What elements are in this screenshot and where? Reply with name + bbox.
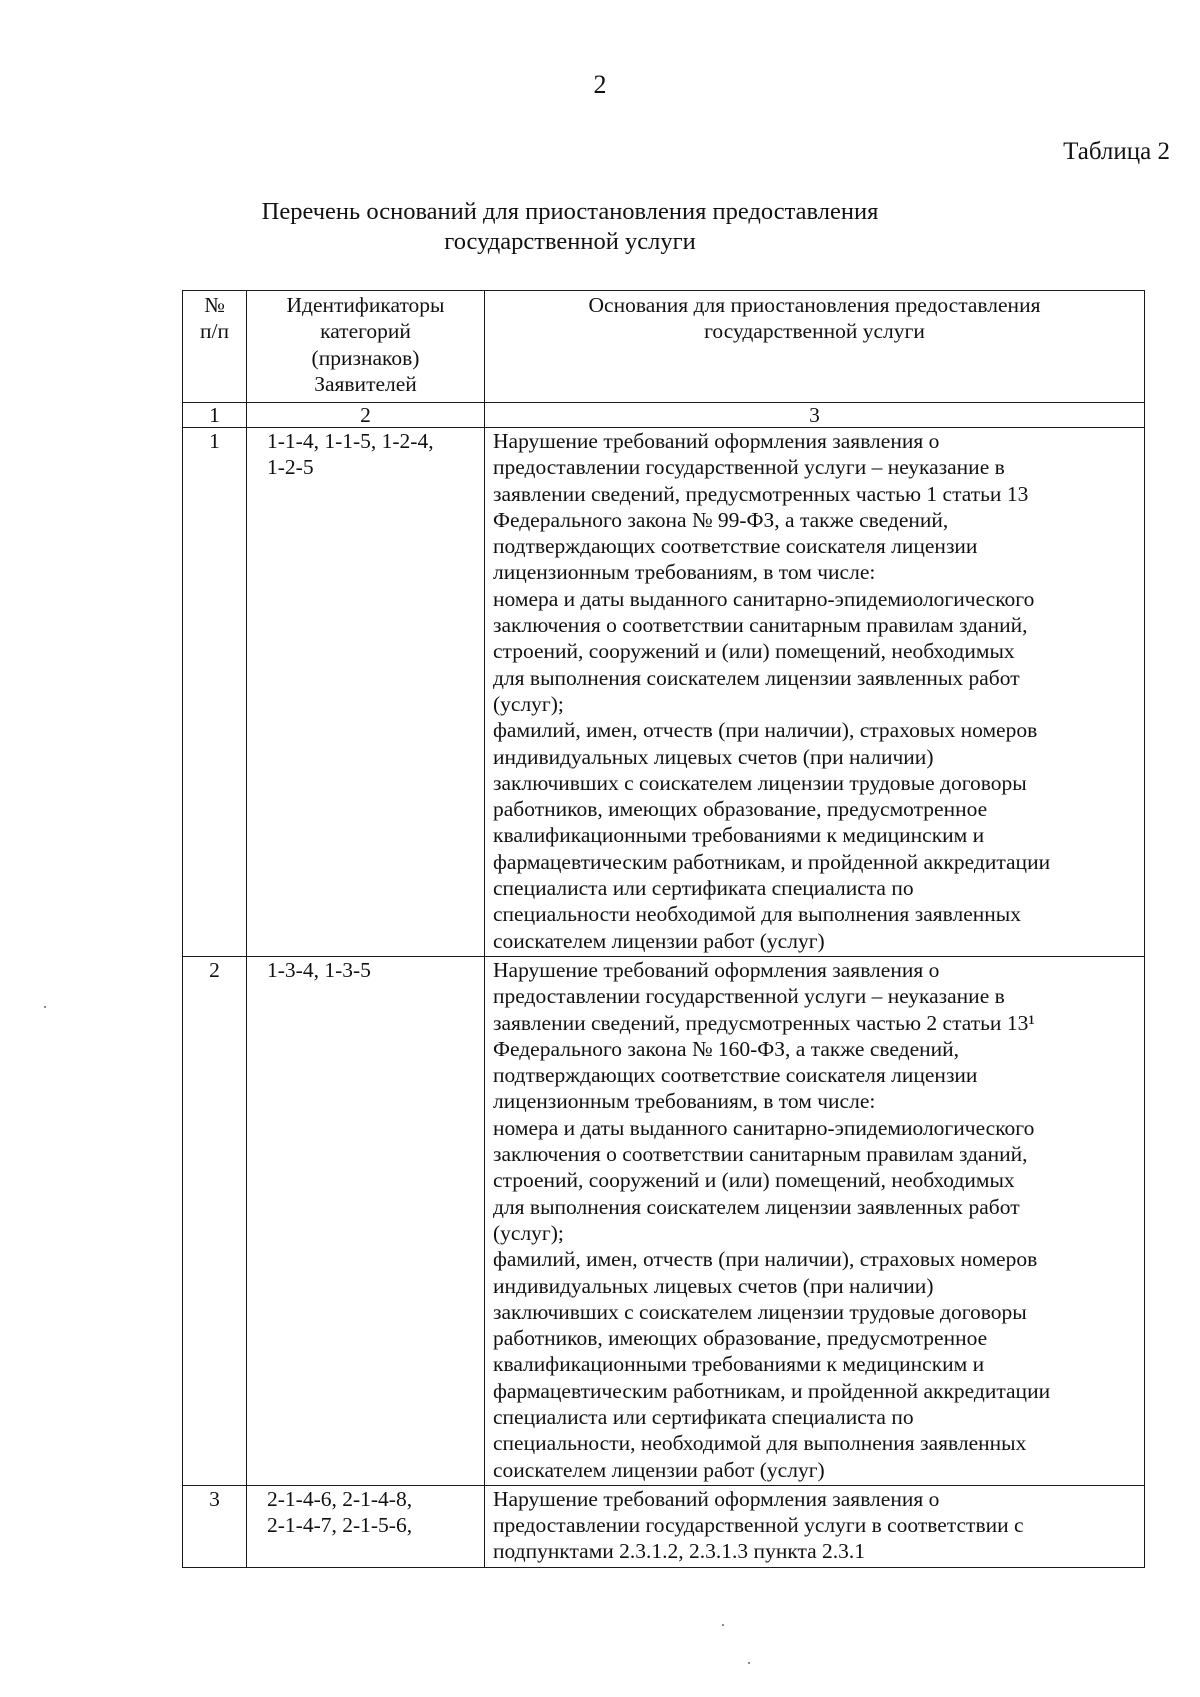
- text-line: №: [204, 293, 225, 317]
- text-line: подтверждающих соответствие соискателя лицензии: [493, 1063, 978, 1088]
- row-number: 2: [183, 956, 247, 1485]
- text-line: 1-1-4, 1-1-5, 1-2-4,: [267, 429, 434, 453]
- document-title: [200, 197, 940, 257]
- row-number: 3: [183, 1485, 247, 1567]
- text-line: заключивших с соискателем лицензии трудовые договоры: [493, 770, 1027, 795]
- text-line: строений, сооружений и (или) помещений, необходимых: [493, 1168, 1015, 1193]
- text-line: категорий: [320, 319, 411, 344]
- text-line: работников, имеющих образование, предусмотренное: [493, 1326, 988, 1351]
- title-line: Перечень оснований для приостановления предоставления: [261, 198, 879, 225]
- text-line: фамилий, имен, отчеств (при наличии), страховых номеров: [493, 718, 1038, 743]
- text-line: государственной услуги: [704, 319, 925, 344]
- row-grounds-text: [485, 956, 1145, 1485]
- text-line: Нарушение требований оформления заявления о: [493, 1486, 940, 1511]
- text-line: Основания для приостановления предоставления: [588, 293, 1041, 317]
- text-line: специалиста или сертификата специалиста по: [493, 876, 914, 901]
- table-row: [183, 1485, 1145, 1567]
- text-line: подтверждающих соответствие соискателя лицензии: [493, 534, 978, 559]
- column-number: 1: [183, 403, 247, 428]
- text-line: индивидуальных лицевых счетов (при наличии): [493, 744, 934, 769]
- text-line: п/п: [200, 319, 229, 344]
- text-line: для выполнения соискателем лицензии заявленных работ: [493, 665, 1020, 690]
- text-line: заключения о соответствии санитарным правилам зданий,: [493, 1142, 1028, 1167]
- text-line: Федерального закона № 99-ФЗ, а также сведений,: [493, 507, 949, 532]
- table-row: [183, 428, 1145, 957]
- text-line: фамилий, имен, отчеств (при наличии), страховых номеров: [493, 1247, 1038, 1272]
- text-line: Нарушение требований оформления заявления о: [493, 429, 940, 453]
- text-line: строений, сооружений и (или) помещений, необходимых: [493, 639, 1015, 664]
- header-grounds: [485, 291, 1145, 403]
- text-line: Нарушение требований оформления заявления о: [493, 957, 940, 982]
- row-grounds-text: [485, 1485, 1145, 1567]
- grounds-table: [182, 290, 1145, 1568]
- text-line: Заявителей: [314, 371, 417, 396]
- text-line: заявлении сведений, предусмотренных частью 1 статьи 13: [493, 481, 1029, 506]
- row-grounds-text: [485, 428, 1145, 957]
- text-line: фармацевтическим работникам, и пройденной аккредитации: [493, 1378, 1051, 1403]
- text-line: Федерального закона № 160-ФЗ, а также сведений,: [493, 1036, 960, 1061]
- title-line: государственной услуги: [444, 228, 696, 255]
- column-number: 2: [247, 403, 485, 428]
- text-line: 2-1-4-6, 2-1-4-8,: [267, 1486, 413, 1511]
- text-line: фармацевтическим работникам, и пройденной аккредитации: [493, 849, 1051, 874]
- text-line: лицензионным требованиям, в том числе:: [493, 1089, 876, 1114]
- text-line: работников, имеющих образование, предусмотренное: [493, 797, 988, 822]
- row-identifiers: [247, 1485, 485, 1567]
- text-line: предоставлении государственной услуги – неуказание в: [493, 984, 1005, 1009]
- text-line: (услуг);: [493, 691, 564, 716]
- text-line: специальности необходимой для выполнения заявленных: [493, 902, 1021, 927]
- text-line: (признаков): [311, 345, 420, 370]
- page-number: 2: [593, 70, 607, 99]
- text-line: 1-3-4, 1-3-5: [267, 957, 371, 982]
- text-line: специальности, необходимой для выполнения заявленных: [493, 1431, 1027, 1456]
- scan-speck: [44, 1006, 46, 1008]
- text-line: Идентификаторы: [286, 293, 445, 317]
- text-line: для выполнения соискателем лицензии заявленных работ: [493, 1194, 1020, 1219]
- scan-speck: [748, 1662, 750, 1664]
- text-line: квалификационными требованиями к медицинским и: [493, 1352, 985, 1377]
- text-line: лицензионным требованиям, в том числе:: [493, 560, 876, 585]
- column-number: 3: [485, 403, 1145, 428]
- text-line: индивидуальных лицевых счетов (при наличии): [493, 1273, 934, 1298]
- header-identifiers: [247, 291, 485, 403]
- text-line: квалификационными требованиями к медицинским и: [493, 823, 985, 848]
- text-line: 2-1-4-7, 2-1-5-6,: [267, 1513, 413, 1538]
- text-line: предоставлении государственной услуги – неуказание в: [493, 455, 1005, 480]
- table-caption: Таблица 2: [1063, 138, 1170, 165]
- text-line: номера и даты выданного санитарно-эпидемиологического: [493, 586, 1035, 611]
- header-number: [183, 291, 247, 403]
- column-number-row: [183, 403, 1145, 428]
- text-line: специалиста или сертификата специалиста по: [493, 1404, 914, 1429]
- row-number: 1: [183, 428, 247, 957]
- row-identifiers: [247, 956, 485, 1485]
- table-row: [183, 956, 1145, 1485]
- text-line: соискателем лицензии работ (услуг): [493, 1457, 825, 1482]
- table-header-row: [183, 291, 1145, 403]
- text-line: номера и даты выданного санитарно-эпидемиологического: [493, 1115, 1035, 1140]
- text-line: заключивших с соискателем лицензии трудовые договоры: [493, 1299, 1027, 1324]
- text-line: подпунктами 2.3.1.2, 2.3.1.3 пункта 2.3.1: [493, 1539, 866, 1564]
- text-line: предоставлении государственной услуги в соответствии с: [493, 1513, 1024, 1538]
- scan-speck: [722, 1624, 724, 1626]
- text-line: соискателем лицензии работ (услуг): [493, 928, 825, 953]
- text-line: заявлении сведений, предусмотренных частью 2 статьи 13¹: [493, 1010, 1035, 1035]
- text-line: заключения о соответствии санитарным правилам зданий,: [493, 613, 1028, 638]
- text-line: (услуг);: [493, 1220, 564, 1245]
- text-line: 1-2-5: [267, 455, 314, 480]
- row-identifiers: [247, 428, 485, 957]
